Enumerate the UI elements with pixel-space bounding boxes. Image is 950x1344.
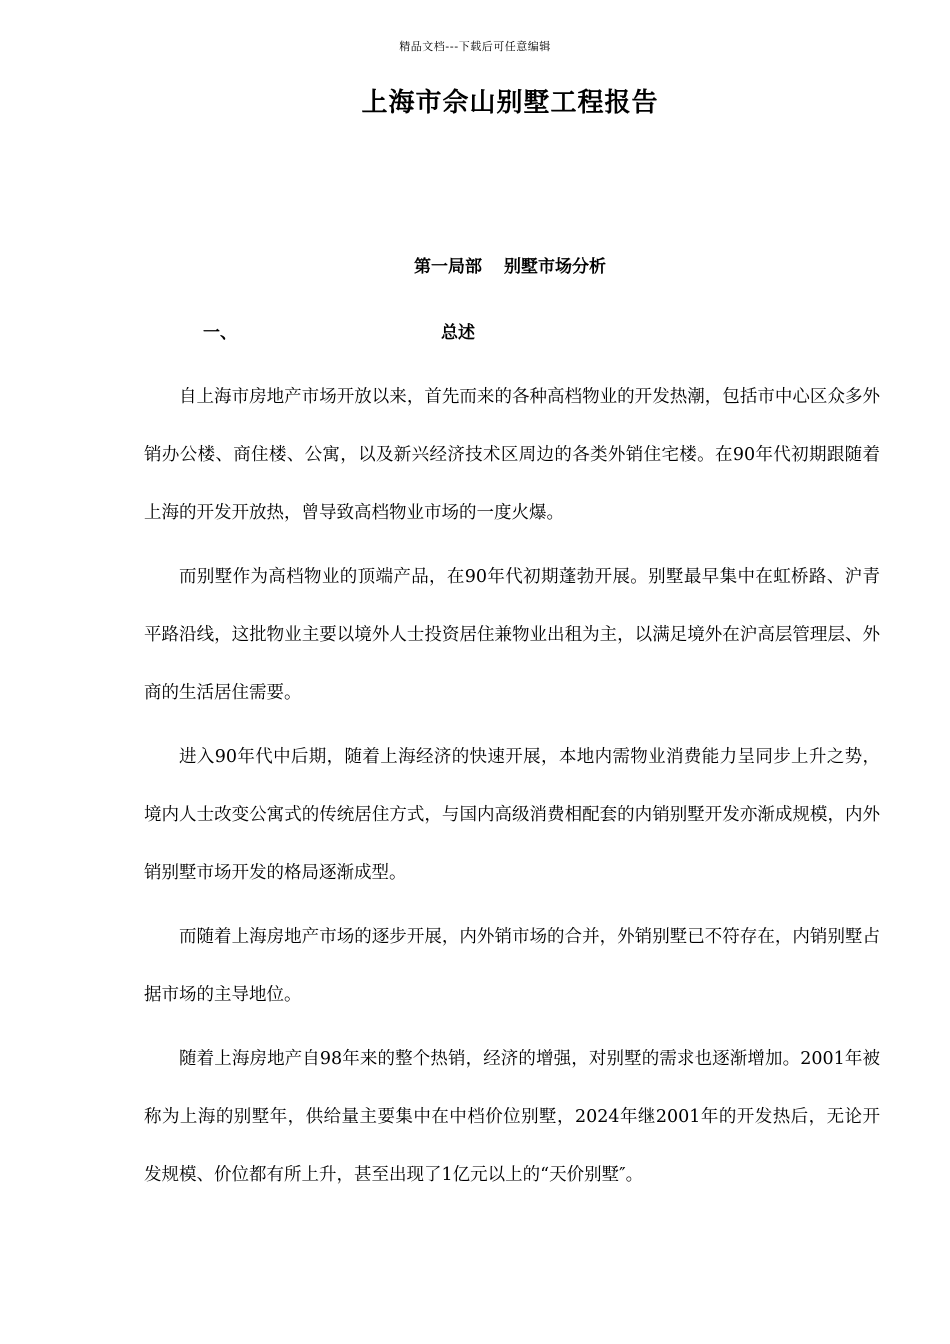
document-title: 上海市佘山别墅工程报告 xyxy=(361,88,659,118)
paragraph-4: 而随着上海房地产市场的逐步开展，内外销市场的合并，外销别墅已不符存在，内销别墅占据市场的主导地位。 xyxy=(144,927,880,1005)
paragraph-2: 而别墅作为高档物业的顶端产品，在90年代初期蓬勃开展。别墅最早集中在虹桥路、沪青平路沿线，这批物业主要以境外人士投资居住兼物业出租为主，以满足境外在沪高层管理层、外商的生活居住需要。 xyxy=(144,567,880,703)
section-title: 总述 xyxy=(441,323,475,343)
body-text xyxy=(144,368,880,1210)
paragraph-1: 自上海市房地产市场开放以来，首先而来的各种高档物业的开发热潮，包括市中心区众多外销办公楼、商住楼、公寓，以及新兴经济技术区周边的各类外销住宅楼。在90年代初期跟随着上海的开发开放热，曾导致高档物业市场的一度火爆。 xyxy=(144,387,880,523)
part-label: 第一局部 xyxy=(414,257,482,277)
paragraph-5: 随着上海房地产自98年来的整个热销，经济的增强，对别墅的需求也逐渐增加。2001年被称为上海的别墅年，供给量主要集中在中档价位别墅，2024年继2001年的开发热后，无论开发规模、价位都有所上升，甚至出现了1亿元以上的“天价别墅″。 xyxy=(144,1049,880,1185)
paragraph-3: 进入90年代中后期，随着上海经济的快速开展，本地内需物业消费能力呈同步上升之势，境内人士改变公寓式的传统居住方式，与国内高级消费相配套的内销别墅开发亦渐成规模，内外销别墅市场开发的格局逐渐成型。 xyxy=(144,747,880,883)
section-number: 一、 xyxy=(203,323,237,343)
header-note: 精品文档---下载后可任意编辑 xyxy=(399,40,551,53)
part-heading xyxy=(0,252,950,277)
part-name: 别墅市场分析 xyxy=(504,257,606,277)
